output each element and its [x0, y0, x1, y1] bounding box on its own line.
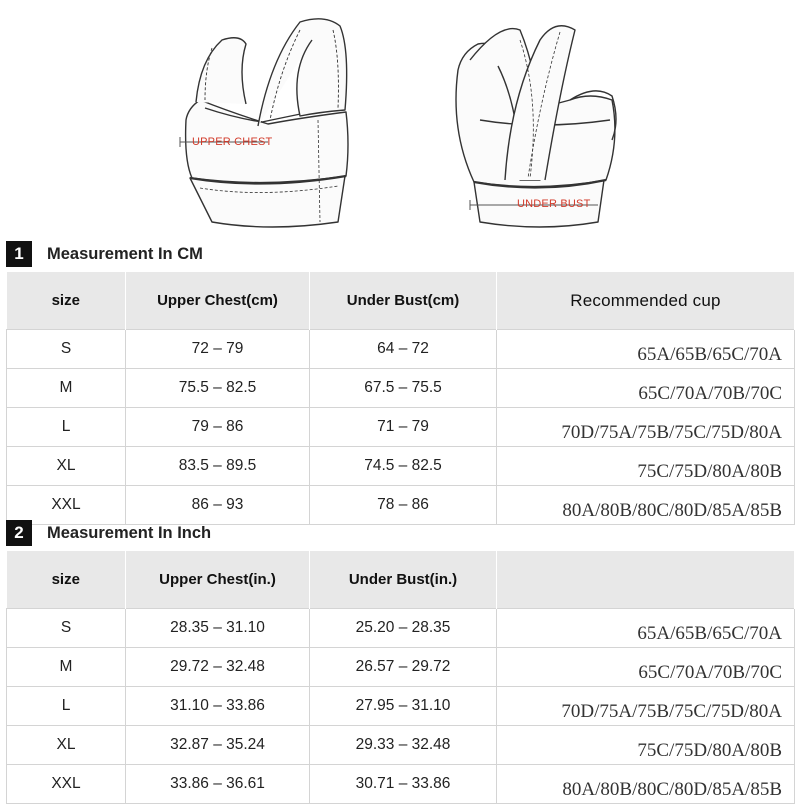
cm-size-table — [6, 272, 795, 525]
cup-cell: 65A/65B/65C/70A — [497, 609, 795, 648]
table-row — [7, 408, 795, 447]
cup-cell: 65C/70A/70B/70C — [497, 648, 795, 687]
size-cell: M — [7, 648, 126, 687]
cup-cell: 65A/65B/65C/70A — [497, 330, 795, 369]
upper-chest-cell: 28.35 – 31.10 — [126, 609, 310, 648]
upper-chest-cell: 32.87 – 35.24 — [126, 726, 310, 765]
section-2-header — [6, 520, 211, 546]
upper-chest-cell: 83.5 – 89.5 — [126, 447, 310, 486]
under-bust-cell: 67.5 – 75.5 — [310, 369, 497, 408]
size-cell: S — [7, 330, 126, 369]
col-header-recommended-cup: Recommended cup — [497, 272, 795, 330]
col-header-under-bust: Under Bust(cm) — [310, 272, 497, 330]
size-cell: XXL — [7, 765, 126, 804]
col-header-size: size — [7, 551, 126, 609]
under-bust-cell: 27.95 – 31.10 — [310, 687, 497, 726]
under-bust-cell: 29.33 – 32.48 — [310, 726, 497, 765]
under-bust-cell: 25.20 – 28.35 — [310, 609, 497, 648]
col-header-upper-chest: Upper Chest(in.) — [126, 551, 310, 609]
table-row — [7, 648, 795, 687]
section-title: Measurement In CM — [47, 244, 203, 263]
under-bust-label: UNDER BUST — [517, 198, 591, 210]
col-header-recommended-cup — [497, 551, 795, 609]
cup-cell: 65C/70A/70B/70C — [497, 369, 795, 408]
cup-cell: 70D/75A/75B/75C/75D/80A — [497, 408, 795, 447]
bra-drawings — [0, 0, 800, 236]
table-row — [7, 765, 795, 804]
upper-chest-cell: 86 – 93 — [126, 486, 310, 525]
size-cell: L — [7, 408, 126, 447]
upper-chest-cell: 75.5 – 82.5 — [126, 369, 310, 408]
size-cell: L — [7, 687, 126, 726]
table-row — [7, 609, 795, 648]
col-header-upper-chest: Upper Chest(cm) — [126, 272, 310, 330]
col-header-under-bust: Under Bust(in.) — [310, 551, 497, 609]
upper-chest-label: UPPER CHEST — [192, 136, 273, 148]
section-title: Measurement In Inch — [47, 523, 212, 542]
size-cell: XXL — [7, 486, 126, 525]
cup-cell: 75C/75D/80A/80B — [497, 726, 795, 765]
table-row — [7, 369, 795, 408]
under-bust-cell: 64 – 72 — [310, 330, 497, 369]
cup-cell: 75C/75D/80A/80B — [497, 447, 795, 486]
table-row — [7, 687, 795, 726]
table-row — [7, 726, 795, 765]
table-row — [7, 330, 795, 369]
under-bust-cell: 71 – 79 — [310, 408, 497, 447]
section-number-badge: 2 — [6, 520, 32, 546]
table-row — [7, 486, 795, 525]
table-row — [7, 447, 795, 486]
size-cell: M — [7, 369, 126, 408]
upper-chest-cell: 33.86 – 36.61 — [126, 765, 310, 804]
under-bust-cell: 30.71 – 33.86 — [310, 765, 497, 804]
inch-size-table — [6, 551, 795, 804]
upper-chest-cell: 29.72 – 32.48 — [126, 648, 310, 687]
under-bust-cell: 78 – 86 — [310, 486, 497, 525]
size-cell: S — [7, 609, 126, 648]
upper-chest-cell: 31.10 – 33.86 — [126, 687, 310, 726]
section-number-badge: 1 — [6, 241, 32, 267]
garment-illustration — [0, 0, 800, 236]
upper-chest-cell: 79 – 86 — [126, 408, 310, 447]
table-header-row — [7, 551, 795, 609]
col-header-size: size — [7, 272, 126, 330]
cup-cell: 80A/80B/80C/80D/85A/85B — [497, 765, 795, 804]
table-header-row — [7, 272, 795, 330]
under-bust-cell: 74.5 – 82.5 — [310, 447, 497, 486]
cup-cell: 70D/75A/75B/75C/75D/80A — [497, 687, 795, 726]
front-view-drawing — [180, 19, 348, 227]
under-bust-cell: 26.57 – 29.72 — [310, 648, 497, 687]
cup-cell: 80A/80B/80C/80D/85A/85B — [497, 486, 795, 525]
section-1-header — [6, 241, 203, 267]
size-cell: XL — [7, 447, 126, 486]
upper-chest-cell: 72 – 79 — [126, 330, 310, 369]
size-cell: XL — [7, 726, 126, 765]
back-view-drawing — [456, 26, 616, 227]
